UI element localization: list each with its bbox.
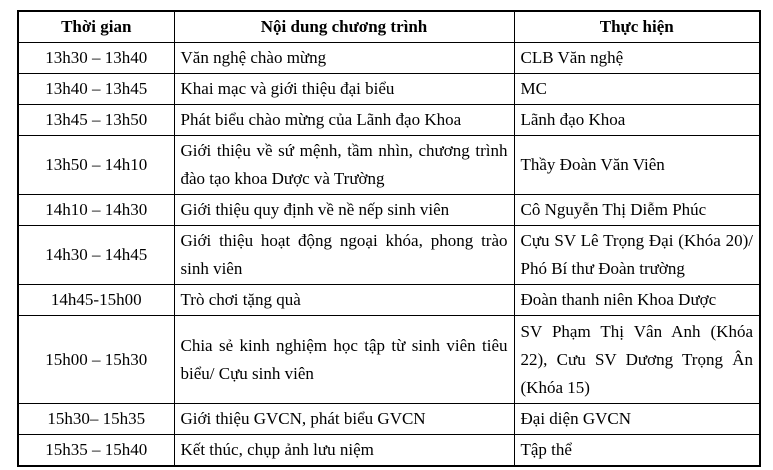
schedule-table	[17, 10, 761, 467]
performer-cell: Cô Nguyễn Thị Diễm Phúc	[514, 195, 760, 226]
performer-cell: MC	[514, 74, 760, 105]
content-cell: Trò chơi tặng quà	[174, 285, 514, 316]
table-row	[18, 404, 760, 435]
table-row	[18, 136, 760, 195]
table-row	[18, 316, 760, 404]
content-cell: Chia sẻ kinh nghiệm học tập từ sinh viên tiêu biểu/ Cựu sinh viên	[174, 316, 514, 404]
content-cell: Văn nghệ chào mừng	[174, 43, 514, 74]
table-body	[18, 43, 760, 467]
time-cell: 14h30 – 14h45	[18, 226, 174, 285]
performer-cell: Tập thể	[514, 435, 760, 467]
table-row	[18, 105, 760, 136]
column-header-content: Nội dung chương trình	[174, 11, 514, 43]
content-cell: Giới thiệu quy định về nề nếp sinh viên	[174, 195, 514, 226]
table-row	[18, 43, 760, 74]
table-header	[18, 11, 760, 43]
table-row	[18, 226, 760, 285]
time-cell: 14h45-15h00	[18, 285, 174, 316]
performer-cell: Cựu SV Lê Trọng Đại (Khóa 20)/ Phó Bí thư Đoàn trường	[514, 226, 760, 285]
performer-cell: Thầy Đoàn Văn Viên	[514, 136, 760, 195]
performer-cell: Đại diện GVCN	[514, 404, 760, 435]
table-row	[18, 74, 760, 105]
header-row	[18, 11, 760, 43]
time-cell: 15h35 – 15h40	[18, 435, 174, 467]
time-cell: 13h50 – 14h10	[18, 136, 174, 195]
content-cell: Kết thúc, chụp ảnh lưu niệm	[174, 435, 514, 467]
content-cell: Phát biểu chào mừng của Lãnh đạo Khoa	[174, 105, 514, 136]
time-cell: 13h30 – 13h40	[18, 43, 174, 74]
table-row	[18, 285, 760, 316]
time-cell: 13h45 – 13h50	[18, 105, 174, 136]
time-cell: 13h40 – 13h45	[18, 74, 174, 105]
content-cell: Giới thiệu hoạt động ngoại khóa, phong trào sinh viên	[174, 226, 514, 285]
table-row	[18, 435, 760, 467]
column-header-performer: Thực hiện	[514, 11, 760, 43]
table-row	[18, 195, 760, 226]
performer-cell: Lãnh đạo Khoa	[514, 105, 760, 136]
time-cell: 15h00 – 15h30	[18, 316, 174, 404]
content-cell: Giới thiệu về sứ mệnh, tầm nhìn, chương trình đào tạo khoa Dược và Trường	[174, 136, 514, 195]
performer-cell: CLB Văn nghệ	[514, 43, 760, 74]
content-cell: Giới thiệu GVCN, phát biểu GVCN	[174, 404, 514, 435]
content-cell: Khai mạc và giới thiệu đại biểu	[174, 74, 514, 105]
performer-cell: Đoàn thanh niên Khoa Dược	[514, 285, 760, 316]
time-cell: 14h10 – 14h30	[18, 195, 174, 226]
performer-cell: SV Phạm Thị Vân Anh (Khóa 22), Cưu SV Dương Trọng Ân (Khóa 15)	[514, 316, 760, 404]
time-cell: 15h30– 15h35	[18, 404, 174, 435]
column-header-time: Thời gian	[18, 11, 174, 43]
